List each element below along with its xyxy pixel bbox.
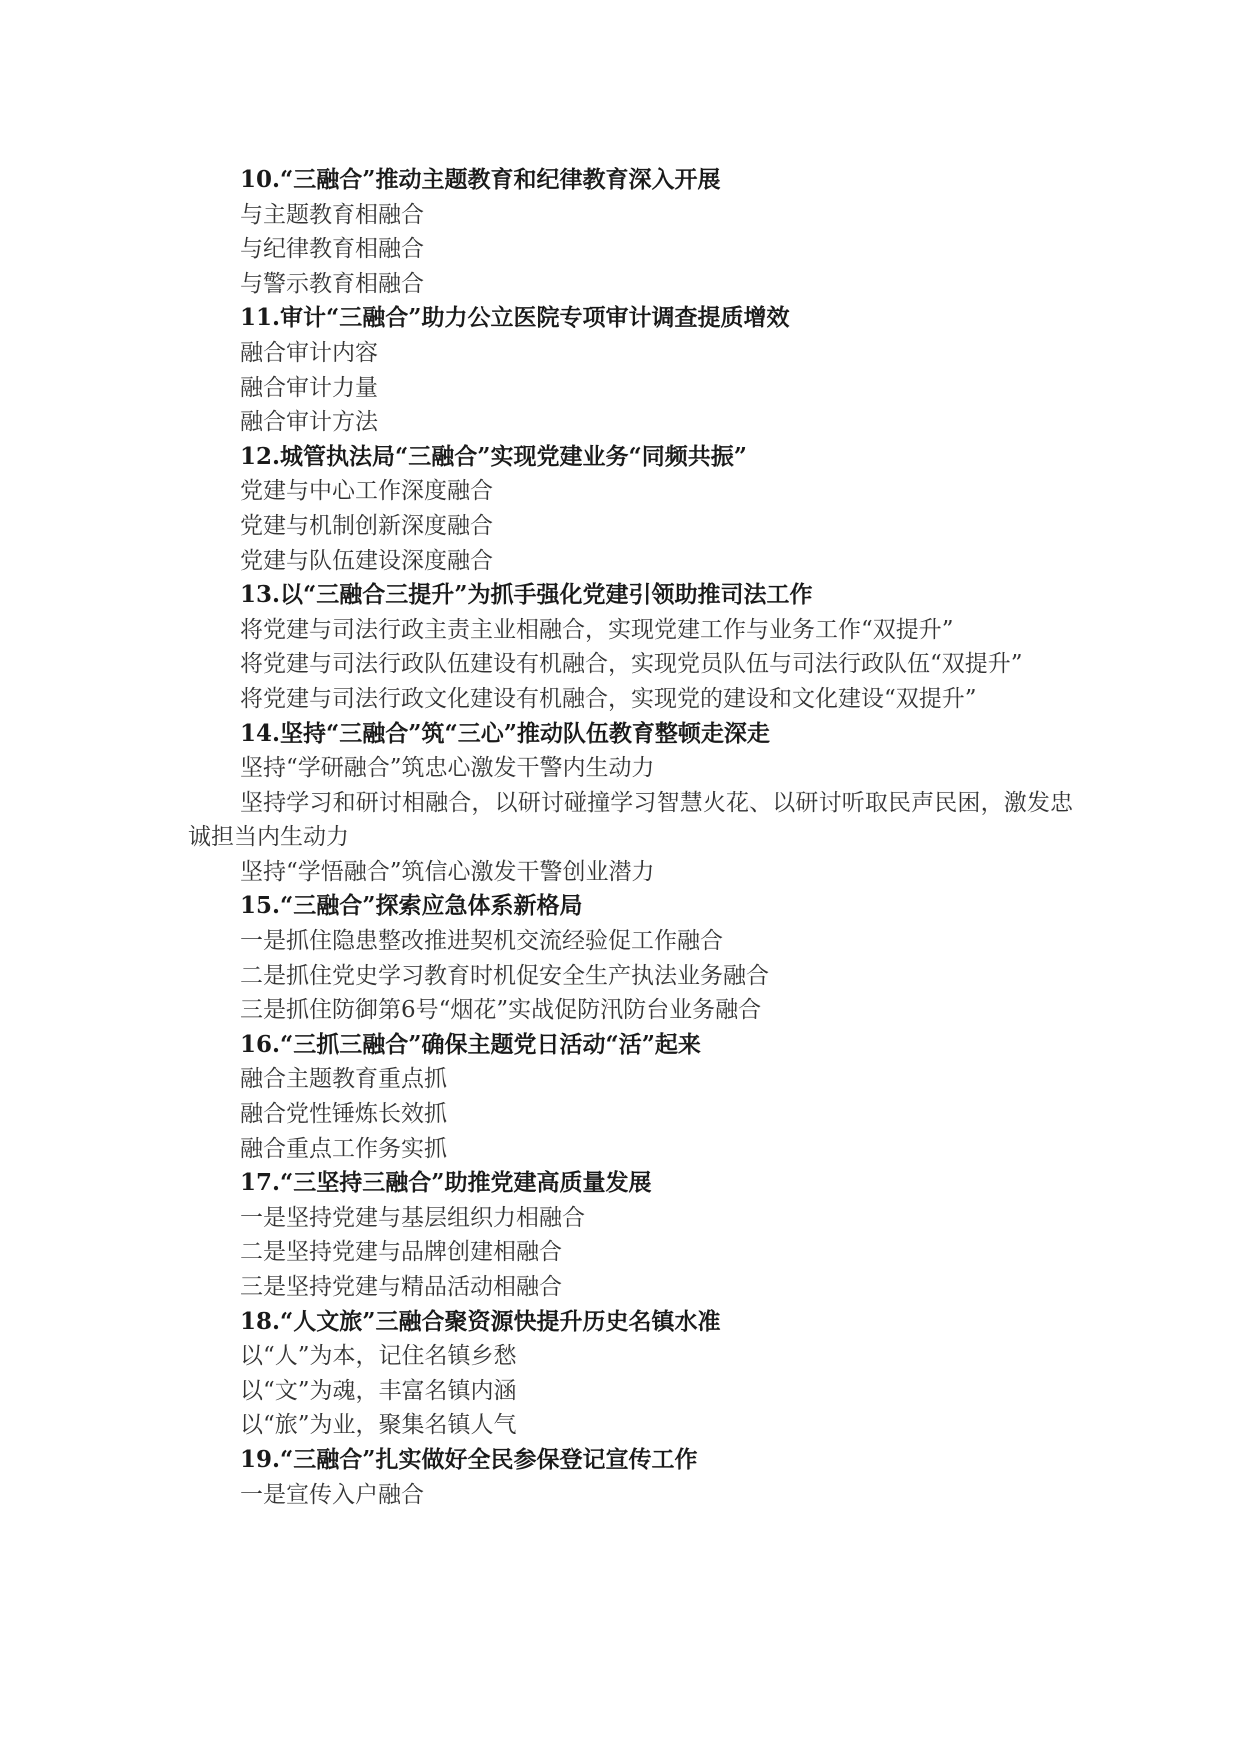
list-item: 以“人”为本，记住名镇乡愁 bbox=[240, 1343, 517, 1370]
list-item: 二是抓住党史学习教育时机促安全生产执法业务融合 bbox=[240, 962, 769, 989]
section-heading: 13.以“三融合三提升”为抓手强化党建引领助推司法工作 bbox=[240, 581, 813, 609]
list-item: 三是抓住防御第6号“烟花”实战促防汛防台业务融合 bbox=[240, 997, 762, 1024]
paragraph: 坚持学习和研讨相融合，以研讨碰撞学习智慧火花、以研讨听取民声民困，激发忠诚担当内生动力 bbox=[188, 789, 1073, 851]
list-item: 党建与队伍建设深度融合 bbox=[240, 547, 493, 574]
list-item: 一是坚持党建与基层组织力相融合 bbox=[240, 1204, 585, 1231]
section-heading: 14.坚持“三融合”筑“三心”推动队伍教育整顿走深走 bbox=[240, 719, 770, 747]
list-item: 与警示教育相融合 bbox=[240, 270, 424, 297]
list-item: 融合审计方法 bbox=[240, 409, 378, 436]
list-item: 一是宣传入户融合 bbox=[240, 1481, 424, 1508]
section-heading: 12.城管执法局“三融合”实现党建业务“同频共振” bbox=[240, 442, 747, 470]
list-item: 以“文”为魂，丰富名镇内涵 bbox=[240, 1377, 517, 1404]
list-item: 坚持“学悟融合”筑信心激发干警创业潜力 bbox=[240, 858, 655, 885]
list-item: 融合审计力量 bbox=[240, 374, 378, 401]
paragraph: 将党建与司法行政文化建设有机融合，实现党的建设和文化建设“双提升” bbox=[240, 685, 977, 712]
list-item: 以“旅”为业，聚集名镇人气 bbox=[240, 1412, 517, 1439]
section-heading: 19.“三融合”扎实做好全民参保登记宣传工作 bbox=[240, 1445, 698, 1473]
list-item: 融合主题教育重点抓 bbox=[240, 1066, 447, 1093]
paragraph: 将党建与司法行政队伍建设有机融合，实现党员队伍与司法行政队伍“双提升” bbox=[240, 651, 1023, 678]
list-item: 与纪律教育相融合 bbox=[240, 236, 424, 263]
list-item: 二是坚持党建与品牌创建相融合 bbox=[240, 1239, 562, 1266]
section-heading: 10.“三融合”推动主题教育和纪律教育深入开展 bbox=[240, 166, 721, 193]
list-item: 融合审计内容 bbox=[240, 339, 378, 366]
document-body bbox=[188, 163, 1073, 1512]
list-item: 融合重点工作务实抓 bbox=[240, 1135, 447, 1162]
list-item: 党建与中心工作深度融合 bbox=[240, 478, 493, 505]
list-item: 融合党性锤炼长效抓 bbox=[240, 1101, 447, 1128]
section-heading: 16.“三抓三融合”确保主题党日活动“活”起来 bbox=[240, 1030, 701, 1058]
section-heading: 17.“三坚持三融合”助推党建高质量发展 bbox=[240, 1169, 652, 1197]
list-item: 坚持“学研融合”筑忠心激发干警内生动力 bbox=[240, 755, 655, 782]
paragraph: 将党建与司法行政主责主业相融合，实现党建工作与业务工作“双提升” bbox=[240, 616, 954, 643]
list-item: 一是抓住隐患整改推进契机交流经验促工作融合 bbox=[240, 928, 723, 955]
section-heading: 11.审计“三融合”助力公立医院专项审计调查提质增效 bbox=[240, 304, 790, 332]
list-item: 与主题教育相融合 bbox=[240, 201, 424, 228]
section-heading: 15.“三融合”探索应急体系新格局 bbox=[240, 892, 583, 920]
list-item: 党建与机制创新深度融合 bbox=[240, 512, 493, 539]
list-item: 三是坚持党建与精品活动相融合 bbox=[240, 1274, 562, 1300]
section-heading: 18.“人文旅”三融合聚资源快提升历史名镇水准 bbox=[240, 1307, 721, 1335]
